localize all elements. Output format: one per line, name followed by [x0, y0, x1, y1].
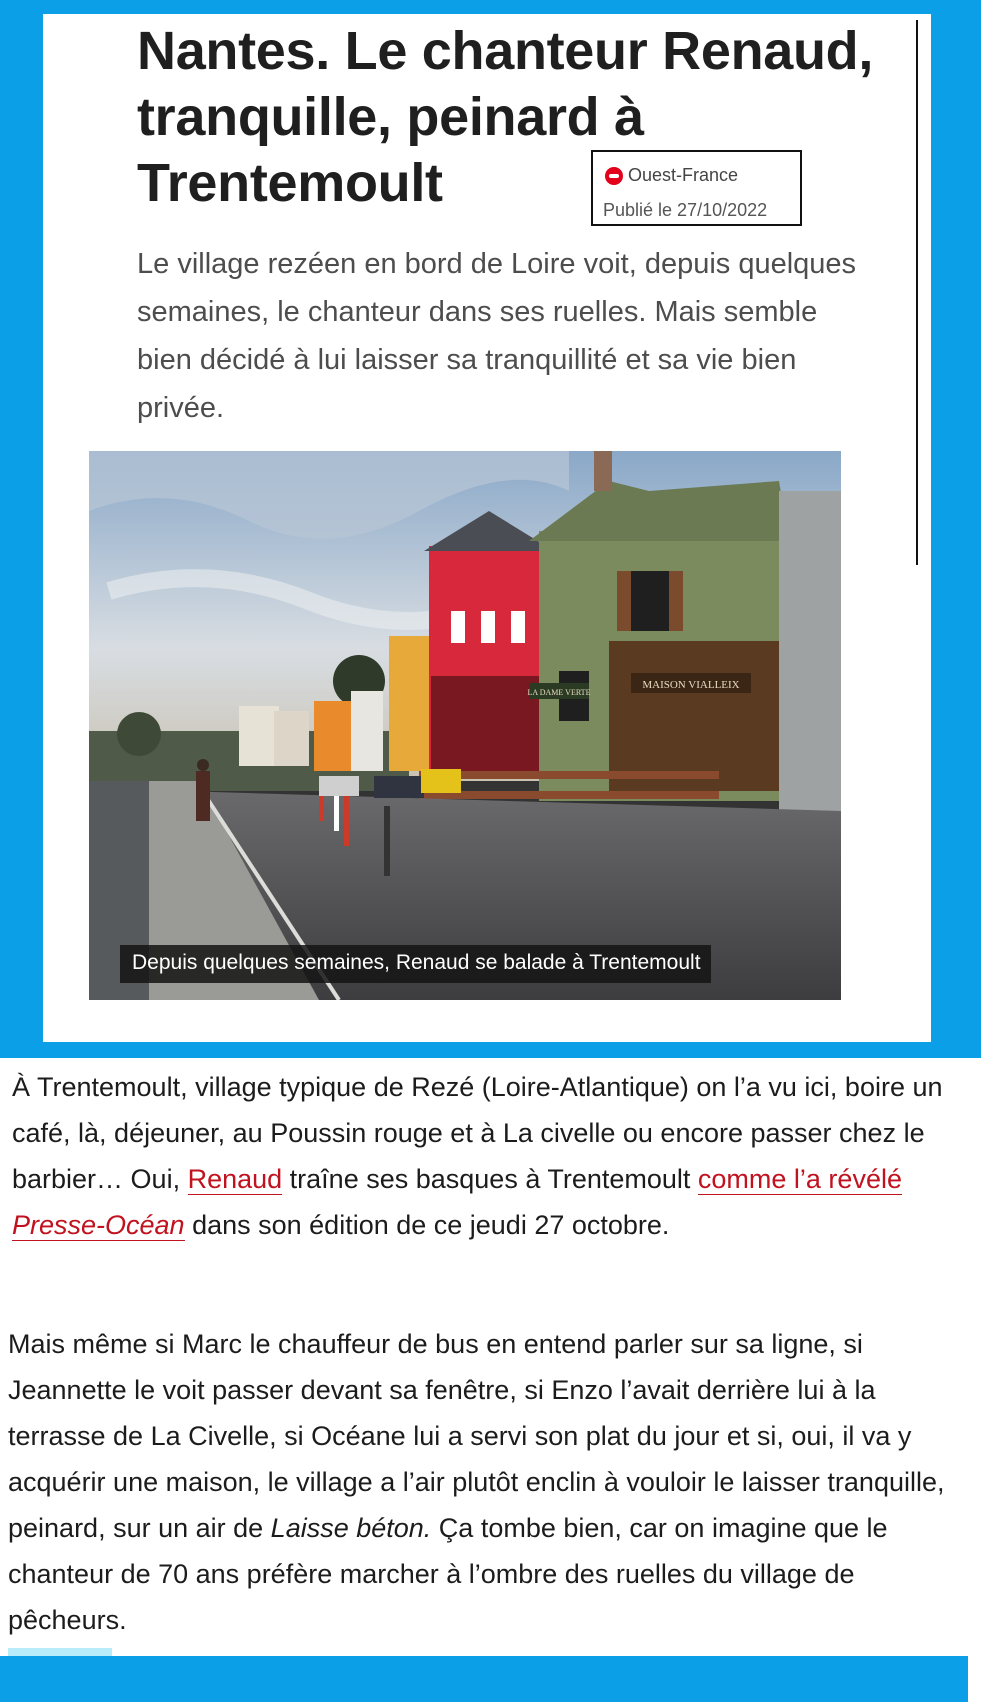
renaud-link[interactable]: Renaud — [187, 1164, 283, 1194]
divider-line — [916, 20, 918, 565]
presse-ocean-link-prefix: comme l’a révélé — [697, 1164, 902, 1194]
paragraph-2-italic: Laisse béton. — [270, 1513, 432, 1543]
source-box — [591, 150, 802, 226]
street-scene-illustration — [89, 451, 841, 1000]
article-lede: Le village rezéen en bord de Loire voit, depuis quelques semaines, le chanteur dans ses ruelles. Mais semble bien décidé à lui laisser sa tranquillité et sa vie bien privée. — [137, 248, 857, 424]
paragraph-2-text-a: Mais même si Marc le chauffeur de bus en entend parler sur sa ligne, si Jeannette le voit passer devant sa fenêtre, si Enzo l’avait derrière lui à la terrasse de La Civelle, si Océane lui a servi son plat du jour et si, oui, il va y acquérir une maison, le village a l’air plutôt enclin à vouloir le laisser tranquille, peinard, sur un air de — [8, 1329, 945, 1543]
paragraph-2 — [8, 1321, 973, 1643]
paragraph-1-text-a: À Trentemoult, village typique de Rezé (Loire-Atlantique) on l’a vu ici, boire un café, là, déjeuner, au Poussin rouge et à La civelle ou encore passer chez le barbier… Oui, — [12, 1072, 943, 1194]
presse-ocean-link-italic: Presse-Océan — [12, 1210, 185, 1240]
published-date: Publié le 27/10/2022 — [603, 200, 768, 220]
paragraph-1-text-b: traîne ses basques à Trentemoult — [282, 1164, 698, 1194]
shop-sign-dame-verte: LA DAME VERTE — [527, 688, 591, 697]
article-photo — [89, 451, 841, 1000]
shop-sign-vialleix: MAISON VIALLEIX — [642, 679, 740, 691]
ouest-france-logo-icon — [605, 167, 623, 185]
bottom-blue-band — [0, 1656, 968, 1702]
headline: Nantes. Le chanteur Renaud, tranquille, peinard à Trentemoult — [137, 21, 874, 213]
paragraph-2-text-b: Ça tombe bien, car on imagine que le chanteur de 70 ans préfère marcher à l’ombre des ruelles du village de pêcheurs. — [8, 1513, 888, 1635]
paragraph-1 — [12, 1064, 972, 1248]
paragraph-1-text-c: dans son édition de ce jeudi 27 octobre. — [184, 1210, 670, 1240]
photo-caption: Depuis quelques semaines, Renaud se balade à Trentemoult — [120, 945, 711, 983]
bottom-accent — [8, 1648, 112, 1656]
source-name[interactable]: Ouest-France — [628, 165, 739, 185]
